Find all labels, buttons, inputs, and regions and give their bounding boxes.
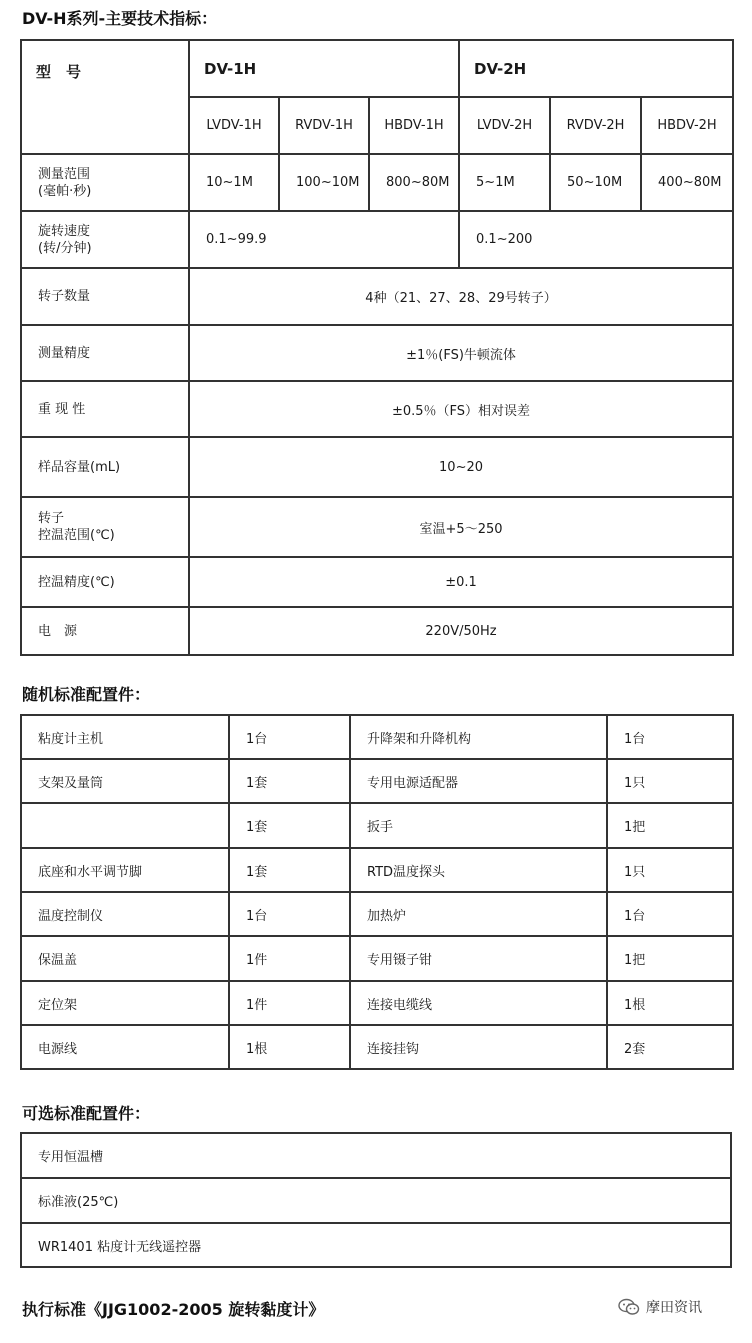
model-cell: RVDV-1H [279, 97, 369, 154]
model-cell: LVDV-1H [189, 97, 279, 154]
range-label-line1: 测量范围 [38, 166, 91, 182]
config-row [21, 803, 733, 848]
config-row [21, 759, 733, 803]
config-qty: 1台 [229, 892, 350, 936]
speed-label [21, 211, 189, 268]
config-qty: 1套 [229, 803, 350, 848]
config-item: 连接挂钩 [350, 1025, 607, 1069]
config-item: 加热炉 [350, 892, 607, 936]
speed-value-dv1h: 0.1~99.9 [189, 211, 459, 268]
model-label: 型 号 [21, 40, 189, 154]
config-item: 升降架和升降机构 [350, 715, 607, 759]
config-qty: 1根 [607, 981, 733, 1025]
temp-range-label [21, 497, 189, 557]
brand-name: 摩田资讯 [646, 1300, 702, 1316]
repeatability-label: 重 现 性 [21, 381, 189, 437]
config-qty: 1把 [607, 936, 733, 981]
config-item: 电源线 [21, 1025, 229, 1069]
spec-table [20, 39, 734, 656]
config-qty: 1套 [229, 759, 350, 803]
config-item [21, 803, 229, 848]
speed-value-dv2h: 0.1~200 [459, 211, 733, 268]
series-dv-2h: DV-2H [459, 40, 733, 97]
speed-label-line1: 旋转速度 [38, 223, 91, 239]
range-label [21, 154, 189, 211]
standard-text: 执行标准《JJG1002-2005 旋转黏度计》 [22, 1300, 325, 1319]
config-qty: 1只 [607, 848, 733, 892]
range-value: 400~80M [641, 154, 733, 211]
temp-precision-label: 控温精度(℃) [21, 557, 189, 607]
range-value: 50~10M [550, 154, 641, 211]
optional-heading: 可选标准配置件： [22, 1104, 151, 1123]
rotor-count-label: 转子数量 [21, 268, 189, 325]
config-row [21, 715, 733, 759]
config-item: RTD温度探头 [350, 848, 607, 892]
config-item: 底座和水平调节脚 [21, 848, 229, 892]
config-row [21, 892, 733, 936]
temp-range-value: 室温+5～250 [189, 497, 733, 557]
config-qty: 1根 [229, 1025, 350, 1069]
config-qty: 1件 [229, 981, 350, 1025]
model-cell: RVDV-2H [550, 97, 641, 154]
config-item: 保温盖 [21, 936, 229, 981]
range-value: 5~1M [459, 154, 550, 211]
config-qty: 1台 [607, 715, 733, 759]
model-cell: HBDV-2H [641, 97, 733, 154]
range-value: 100~10M [279, 154, 369, 211]
power-value: 220V/50Hz [189, 607, 733, 655]
rotor-count-value: 4种（21、27、28、29号转子） [189, 268, 733, 325]
range-value: 10~1M [189, 154, 279, 211]
config-qty: 1台 [607, 892, 733, 936]
config-heading: 随机标准配置件： [22, 685, 151, 704]
temp-range-label-line1: 转子 [38, 511, 65, 526]
brand-logo [618, 1297, 702, 1317]
optional-table [20, 1132, 732, 1268]
temp-range-label-line2: 控温范围(℃) [38, 528, 115, 543]
config-qty: 1台 [229, 715, 350, 759]
config-qty: 2套 [607, 1025, 733, 1069]
precision-value: ±1％(FS)牛顿流体 [189, 325, 733, 381]
config-item: 连接电缆线 [350, 981, 607, 1025]
precision-label: 测量精度 [21, 325, 189, 381]
config-table [20, 714, 734, 1070]
config-row [21, 848, 733, 892]
model-cell: HBDV-1H [369, 97, 459, 154]
range-value: 800~80M [369, 154, 459, 211]
config-row [21, 936, 733, 981]
sample-volume-value: 10~20 [189, 437, 733, 497]
optional-item: 标准液(25℃) [21, 1178, 731, 1223]
optional-item: 专用恒温槽 [21, 1133, 731, 1178]
config-item: 专用电源适配器 [350, 759, 607, 803]
config-item: 扳手 [350, 803, 607, 848]
temp-precision-value: ±0.1 [189, 557, 733, 607]
spec-heading: DV-H系列-主要技术指标： [22, 9, 218, 28]
power-label: 电 源 [21, 607, 189, 655]
config-row [21, 981, 733, 1025]
config-item: 温度控制仪 [21, 892, 229, 936]
config-qty: 1只 [607, 759, 733, 803]
config-item: 支架及量筒 [21, 759, 229, 803]
config-item: 专用镊子钳 [350, 936, 607, 981]
config-qty: 1件 [229, 936, 350, 981]
config-qty: 1把 [607, 803, 733, 848]
repeatability-value: ±0.5％（FS）相对误差 [189, 381, 733, 437]
sample-volume-label: 样品容量(mL) [21, 437, 189, 497]
config-item: 定位架 [21, 981, 229, 1025]
config-row [21, 1025, 733, 1069]
range-label-line2: (毫帕·秒) [38, 183, 92, 199]
config-qty: 1套 [229, 848, 350, 892]
series-dv-1h: DV-1H [189, 40, 459, 97]
optional-item: WR1401 粘度计无线遥控器 [21, 1223, 731, 1267]
model-cell: LVDV-2H [459, 97, 550, 154]
config-item: 粘度计主机 [21, 715, 229, 759]
speed-label-line2: (转/分钟) [38, 240, 92, 256]
wechat-icon [618, 1298, 640, 1316]
